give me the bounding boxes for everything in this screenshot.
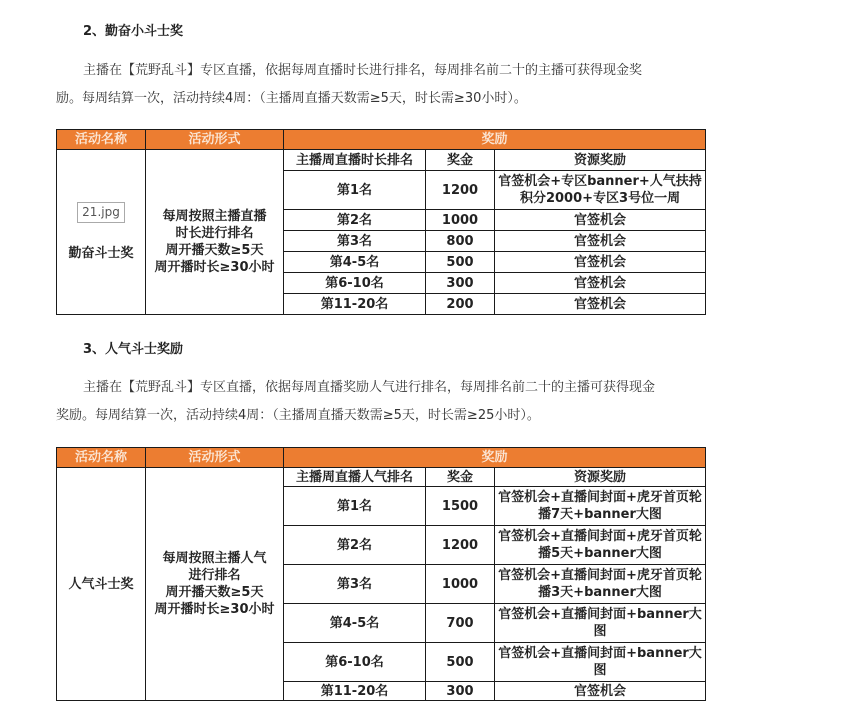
rank-cell: 第4-5名 xyxy=(284,604,426,643)
bonus-cell: 1000 xyxy=(426,210,495,231)
subheader-bonus: 奖金 xyxy=(426,150,495,171)
rank-cell: 第6-10名 xyxy=(284,273,426,294)
rank-cell: 第11-20名 xyxy=(284,682,426,701)
resource-cell: 官签机会 xyxy=(495,252,706,273)
activity-name-cell xyxy=(57,468,146,701)
bonus-cell: 300 xyxy=(426,273,495,294)
resource-cell: 官签机会 xyxy=(495,682,706,701)
activity-name-cell xyxy=(57,150,146,315)
rank-cell: 第6-10名 xyxy=(284,643,426,682)
form-line: 每周按照主播直播 xyxy=(162,209,267,224)
bonus-cell: 500 xyxy=(426,643,495,682)
resource-cell: 官签机会+直播间封面+banner大图 xyxy=(495,604,706,643)
rank-cell: 第4-5名 xyxy=(284,252,426,273)
rank-cell: 第11-20名 xyxy=(284,294,426,315)
diligent-reward-table xyxy=(56,129,706,315)
resource-cell: 官签机会+专区banner+人气扶持积分2000+专区3号位一周 xyxy=(495,171,706,210)
header-activity-name: 活动名称 xyxy=(57,448,146,468)
resource-cell: 官签机会+直播间封面+banner大图 xyxy=(495,643,706,682)
rank-cell: 第1名 xyxy=(284,487,426,526)
subheader-rank: 主播周直播时长排名 xyxy=(284,150,426,171)
bonus-cell: 300 xyxy=(426,682,495,701)
rank-cell: 第3名 xyxy=(284,565,426,604)
form-line: 每周按照主播人气 xyxy=(162,551,267,566)
form-line: 进行排名 xyxy=(188,568,241,583)
section-3-heading: 3、人气斗士奖励 xyxy=(83,342,184,357)
header-activity-form: 活动形式 xyxy=(146,448,284,468)
resource-cell: 官签机会 xyxy=(495,210,706,231)
activity-name: 勤奋斗士奖 xyxy=(68,246,134,261)
rank-cell: 第2名 xyxy=(284,526,426,565)
resource-cell: 官签机会+直播间封面+虎牙首页轮播7天+banner大图 xyxy=(495,487,706,526)
rank-cell: 第1名 xyxy=(284,171,426,210)
bonus-cell: 1000 xyxy=(426,565,495,604)
paragraph-line: 主播在【荒野乱斗】专区直播，依据每周直播时长进行排名，每周排名前二十的主播可获得现金奖 xyxy=(83,63,643,78)
subheader-resource: 资源奖励 xyxy=(495,150,706,171)
header-activity-form: 活动形式 xyxy=(146,130,284,150)
header-reward: 奖励 xyxy=(284,448,706,468)
bonus-cell: 200 xyxy=(426,294,495,315)
bonus-cell: 500 xyxy=(426,252,495,273)
activity-form-cell xyxy=(146,468,284,701)
section-3-paragraph xyxy=(56,374,716,430)
resource-cell: 官签机会+直播间封面+虎牙首页轮播5天+banner大图 xyxy=(495,526,706,565)
rank-cell: 第3名 xyxy=(284,231,426,252)
header-reward: 奖励 xyxy=(284,130,706,150)
resource-cell: 官签机会+直播间封面+虎牙首页轮播3天+banner大图 xyxy=(495,565,706,604)
form-line: 时长进行排名 xyxy=(175,226,254,241)
header-activity-name: 活动名称 xyxy=(57,130,146,150)
bonus-cell: 800 xyxy=(426,231,495,252)
bonus-cell: 700 xyxy=(426,604,495,643)
broken-image-placeholder: 21.jpg xyxy=(77,202,125,223)
section-2-heading: 2、勤奋小斗士奖 xyxy=(83,24,184,39)
subheader-rank: 主播周直播人气排名 xyxy=(284,468,426,487)
bonus-cell: 1500 xyxy=(426,487,495,526)
paragraph-line: 奖励。每周结算一次，活动持续4周：（主播周直播天数需≥5天，时长需≥25小时）。 xyxy=(56,408,540,423)
paragraph-line: 主播在【荒野乱斗】专区直播，依据每周直播奖励人气进行排名，每周排名前二十的主播可获得现金 xyxy=(83,380,656,395)
paragraph-line: 励。每周结算一次，活动持续4周：（主播周直播天数需≥5天，时长需≥30小时）。 xyxy=(56,91,527,106)
activity-form-cell xyxy=(146,150,284,315)
form-line: 周开播天数≥5天 xyxy=(165,243,264,258)
rank-cell: 第2名 xyxy=(284,210,426,231)
activity-name: 人气斗士奖 xyxy=(68,576,134,592)
popularity-reward-table xyxy=(56,447,706,701)
form-line: 周开播时长≥30小时 xyxy=(154,602,275,617)
resource-cell: 官签机会 xyxy=(495,231,706,252)
resource-cell: 官签机会 xyxy=(495,273,706,294)
bonus-cell: 1200 xyxy=(426,171,495,210)
form-line: 周开播天数≥5天 xyxy=(165,585,264,600)
form-line: 周开播时长≥30小时 xyxy=(154,260,275,275)
bonus-cell: 1200 xyxy=(426,526,495,565)
subheader-resource: 资源奖励 xyxy=(495,468,706,487)
section-2-paragraph xyxy=(56,57,716,113)
subheader-bonus: 奖金 xyxy=(426,468,495,487)
resource-cell: 官签机会 xyxy=(495,294,706,315)
